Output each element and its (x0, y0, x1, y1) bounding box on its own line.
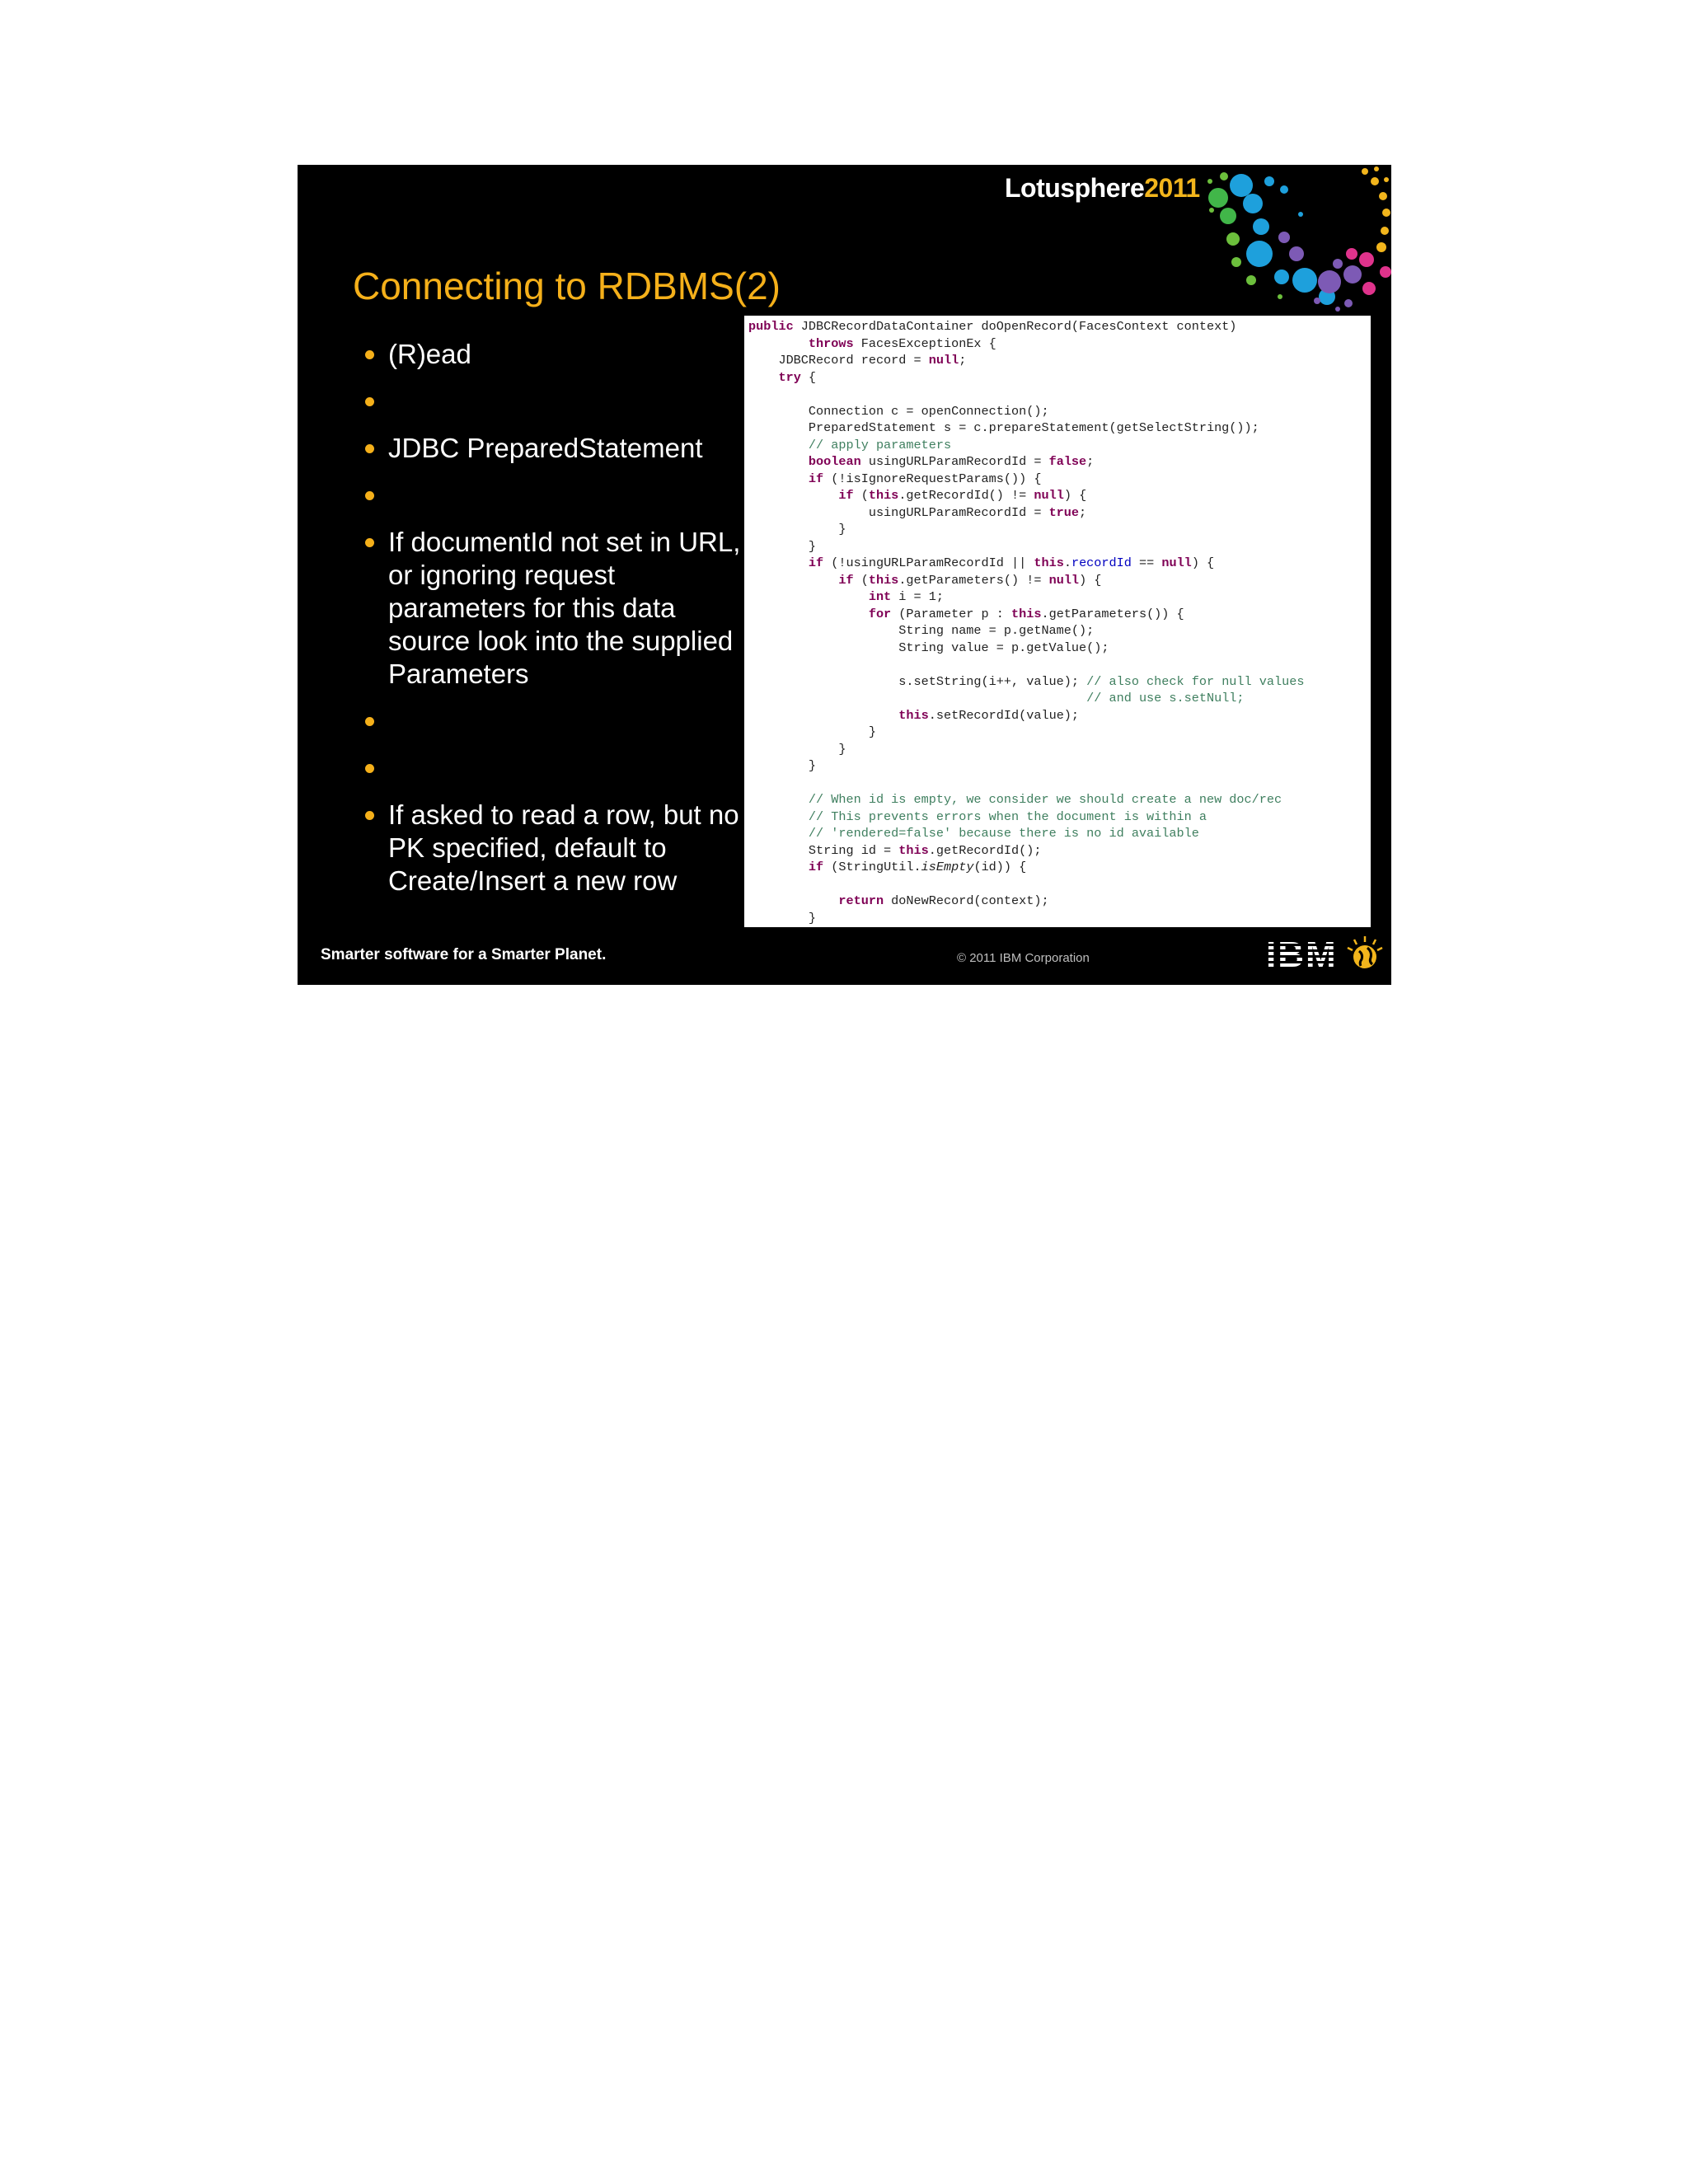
brand-name: Lotusphere (1005, 173, 1145, 203)
bullet-list (363, 338, 743, 912)
bullet-item: (R)ead (363, 338, 743, 371)
slide (298, 165, 1391, 985)
bullet-item: If asked to read a row, but no PK specified, default to Create/Insert a new row (363, 799, 743, 898)
bullet-item (363, 385, 743, 418)
brand-year: 2011 (1144, 173, 1200, 203)
slide-title: Connecting to RDBMS(2) (353, 265, 781, 307)
bullet-item (363, 752, 743, 785)
code-screenshot: public JDBCRecordDataContainer doOpenRecord(FacesContext context) throws FacesExceptionEx { JDBCRecord record = null; try { Connection c = openConnection(); PreparedStatement s = c.prepareStatement(getSelectString()); // apply parameters boolean usingURLParamRecordId = false; if (!isIgnoreRequestParams()) { if (this.getRecordId() != null) { usingURLParamRecordId = true; } } if (!usingURLParamRecordId || this.recordId == null) { if (this.getParameters() != null) { int i = 1; for (Parameter p : this.getParameters()) { String name = p.getName(); String value = p.getValue(); s.setString(i++, value); // also check for null values // and use s.setNull; this.setRecordId(value); } } } // When id is empty, we consider we should create a new doc/rec // This prevents errors when the document is within a // 'rendered=false' because there is no id available String id = this.getRecordId(); if (StringUtil.isEmpty(id)) { return doNewRecord(context); } (744, 316, 1371, 927)
lotusphere-logo (1005, 173, 1200, 204)
bullet-item (363, 479, 743, 512)
bullet-item: If documentId not set in URL, or ignoring request parameters for this data source look into the supplied Parameters (363, 526, 743, 691)
footer-tagline: Smarter software for a Smarter Planet. (321, 946, 607, 963)
ibm-logo: IBM (1266, 935, 1338, 975)
footer-copyright: © 2011 IBM Corporation (957, 951, 1090, 965)
decorative-dots-icon (1202, 165, 1391, 313)
bullet-item: JDBC PreparedStatement (363, 432, 743, 465)
bullet-item (363, 705, 743, 738)
smarter-planet-icon (1346, 935, 1384, 972)
